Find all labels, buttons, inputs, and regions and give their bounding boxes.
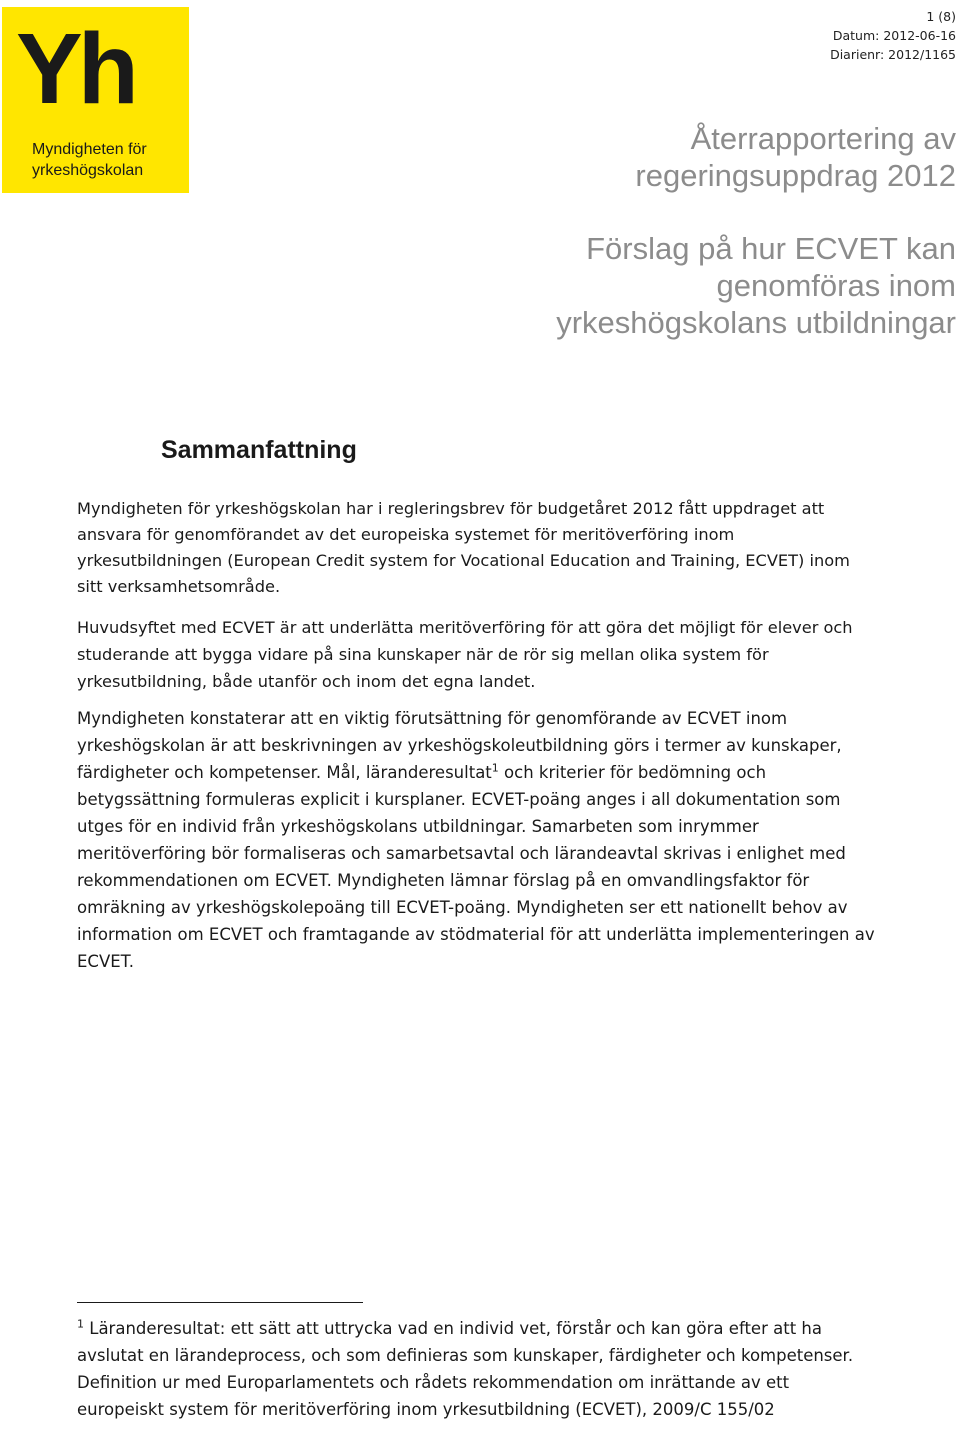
title-line-1: Återrapportering av [690,121,956,156]
paragraph-purpose: Huvudsyftet med ECVET är att underlätta meritöverföring för att göra det möjligt för elever och studerande att bygga vidare på sina kunskaper när de rör sig mellan olika system för yrkesutbildning, både utanför och inom det egna landet. [77,618,853,691]
logo-text-line-2: yrkeshögskolan [32,162,144,179]
paragraph-assignment: Myndigheten för yrkeshögskolan har i regleringsbrev för budgetåret 2012 fått uppdraget att ansvara för genomförandet av det europeiska systemet för meritöverföring inom yrkesutbildningen (European Credit system for Vocational Education and Training, ECVET) inom sitt verksamhetsområde. [77,499,850,596]
registration-number: Diarienr: 2012/1165 [830,47,956,62]
subtitle-line-3: yrkeshögskolans utbildningar [556,305,956,340]
document-title [635,120,956,194]
footnote-reference[interactable]: 1 [491,761,499,775]
title-line-2: regeringsuppdrag 2012 [635,158,956,193]
section-heading: Sammanfattning [161,436,357,464]
paragraph-conclusions [77,705,877,975]
document-meta [830,7,956,64]
document-subtitle [556,230,956,341]
page-number: 1 (8) [926,9,956,24]
paragraph-conclusions-part-2: och kriterier för bedömning och betygssättning formuleras explicit i kursplaner. ECVET-poäng anges i all dokumentation som utges för en individ från yrkeshögskolans utbildningar. Samarbeten som inrymmer meritöverföring bör formaliseras och samarbetsavtal och lärandeavtal skrivas i enlighet med rekommendationen om ECVET. Myndigheten lämnar förslag på en omvandlingsfaktor för omräkning av yrkeshögskolepoäng till ECVET-poäng. Myndigheten ser ett nationellt behov av information om ECVET och framtagande av stödmaterial för att underlätta implementeringen av ECVET. [77,763,875,971]
footnote-number: 1 [77,1317,84,1331]
footnote-separator [77,1302,363,1303]
subtitle-line-1: Förslag på hur ECVET kan [586,231,956,266]
subtitle-line-2: genomföras inom [716,268,956,303]
footnote [77,1315,877,1423]
paragraph-conclusions-part-1: Myndigheten konstaterar att en viktig förutsättning för genomförande av ECVET inom yrkeshögskolan är att beskrivningen av yrkeshögskoleutbildning görs i termer av kunskaper, färdigheter och kompetenser. Mål, läranderesultat [77,709,842,782]
document-date: Datum: 2012-06-16 [832,28,956,43]
agency-logo [2,7,189,193]
logo-mark: Yh [16,13,134,125]
logo-text-line-1: Myndigheten för [32,141,147,158]
footnote-text: Läranderesultat: ett sätt att uttrycka vad en individ vet, förstår och kan göra efter att ha avslutat en lärandeprocess, och som definieras som kunskaper, färdigheter och kompetenser. Definition ur med Europarlamentets och rådets rekommendation om inrättande av ett europeiskt system för meritöverföring inom yrkesutbildning (ECVET), 2009/C 155/02 [77,1319,854,1419]
